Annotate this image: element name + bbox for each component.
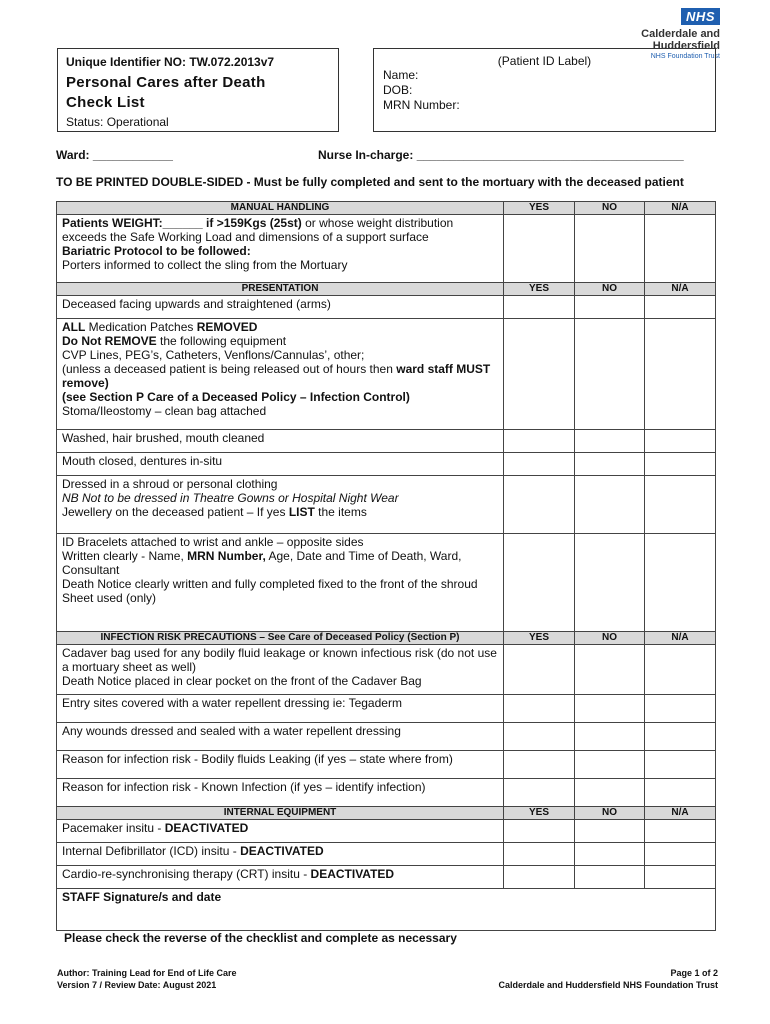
no-cell[interactable] [575, 820, 645, 843]
weight-text: or whose weight distribution exceeds the Safe Working Load and dimensions of a support surface [62, 216, 454, 244]
na-column-header: N/A [645, 632, 716, 645]
na-cell[interactable] [645, 296, 716, 319]
yes-column-header: YES [504, 283, 575, 296]
document-header-box [57, 48, 339, 132]
row-weight [57, 215, 504, 283]
document-title [66, 73, 338, 113]
trust-subtitle: NHS Foundation Trust [650, 53, 720, 60]
yes-cell[interactable] [504, 866, 575, 889]
yes-cell[interactable] [504, 779, 575, 807]
patient-dob-field[interactable]: DOB: [383, 83, 413, 97]
no-cell[interactable] [575, 430, 645, 453]
patient-label-heading: (Patient ID Label) [497, 54, 592, 68]
section-internal-equipment: INTERNAL EQUIPMENT [57, 807, 504, 820]
row-reason-infection: Reason for infection risk - Known Infection (if yes – identify infection) [57, 779, 504, 807]
footer-version: Version 7 / Review Date: August 2021 [57, 980, 217, 990]
na-cell[interactable] [645, 866, 716, 889]
section-header-row [57, 807, 716, 820]
checklist-table [56, 201, 716, 931]
jewellery-list: LIST [288, 505, 315, 519]
yes-cell[interactable] [504, 645, 575, 695]
section-header-row [57, 632, 716, 645]
no-cell[interactable] [575, 319, 645, 430]
no-column-header: NO [575, 202, 645, 215]
table-row [57, 453, 716, 476]
table-row [57, 319, 716, 430]
table-row [57, 645, 716, 695]
yes-cell[interactable] [504, 319, 575, 430]
trust-name: Calderdale and Huddersfield [641, 28, 720, 52]
na-column-header: N/A [645, 807, 716, 820]
unique-identifier: Unique Identifier NO: TW.072.2013v7 [66, 55, 275, 69]
table-row [57, 534, 716, 632]
na-cell[interactable] [645, 751, 716, 779]
yes-cell[interactable] [504, 215, 575, 283]
nurse-in-charge-field[interactable]: Nurse In-charge: ________________________________________ [318, 148, 684, 162]
yes-cell[interactable] [504, 723, 575, 751]
jewellery-items: the items [314, 505, 367, 519]
porters-text: Porters informed to collect the sling from the Mortuary [62, 258, 348, 272]
yes-cell[interactable] [504, 453, 575, 476]
footer-author: Author: Training Lead for End of Life Care [57, 968, 237, 978]
no-cell[interactable] [575, 645, 645, 695]
crt-deactivated: DEACTIVATED [310, 867, 395, 881]
no-cell[interactable] [575, 843, 645, 866]
table-row [57, 215, 716, 283]
icd-deactivated: DEACTIVATED [240, 844, 324, 858]
section-infection-risk: INFECTION RISK PRECAUTIONS – See Care of Deceased Policy (Section P) [57, 632, 504, 645]
following-equipment: the following equipment [156, 334, 287, 348]
cadaver-text: Cadaver bag used for any bodily fluid leakage or known infectious risk (do not use a mortuary sheet as well) [62, 646, 497, 674]
table-row [57, 695, 716, 723]
table-row [57, 296, 716, 319]
table-row [57, 843, 716, 866]
no-cell[interactable] [575, 779, 645, 807]
table-row [57, 866, 716, 889]
crt-text: Cardio-re-synchronising therapy (CRT) insitu - [62, 867, 311, 881]
table-row [57, 779, 716, 807]
yes-column-header: YES [504, 632, 575, 645]
icd-text: Internal Defibrillator (ICD) insitu - [62, 844, 241, 858]
weight-label: Patients WEIGHT:______ if >159Kgs (25st) [62, 216, 302, 230]
yes-cell[interactable] [504, 534, 575, 632]
row-entry-sites: Entry sites covered with a water repellent dressing ie: Tegaderm [57, 695, 504, 723]
row-cadaver-bag [57, 645, 504, 695]
row-medication [57, 319, 504, 430]
na-cell[interactable] [645, 779, 716, 807]
section-manual-handling: MANUAL HANDLING [57, 202, 504, 215]
row-mouth: Mouth closed, dentures in-situ [57, 453, 504, 476]
staff-signature-field[interactable]: STAFF Signature/s and date [57, 889, 716, 931]
row-icd [57, 843, 504, 866]
yes-column-header: YES [504, 202, 575, 215]
med-removed: REMOVED [196, 320, 258, 334]
dressed-text: Dressed in a shroud or personal clothing [62, 477, 278, 491]
row-crt [57, 866, 504, 889]
mrn-number: MRN Number, [187, 549, 266, 563]
na-cell[interactable] [645, 319, 716, 430]
ward-field[interactable]: Ward: ____________ [56, 148, 173, 162]
sheet-used: Sheet used (only) [62, 591, 157, 605]
footer-page: Page 1 of 2 [670, 968, 718, 978]
dressed-note: NB Not to be dressed in Theatre Gowns or Hospital Night Wear [62, 491, 399, 505]
yes-cell[interactable] [504, 843, 575, 866]
row-dressed [57, 476, 504, 534]
na-cell[interactable] [645, 843, 716, 866]
no-cell[interactable] [575, 476, 645, 534]
row-reason-fluids: Reason for infection risk - Bodily fluids Leaking (if yes – state where from) [57, 751, 504, 779]
ward-staff-must-remove: ward staff MUST remove) [62, 362, 491, 390]
title-line-1: Personal Cares after Death [66, 74, 266, 91]
patient-label-box [373, 48, 716, 132]
row-wounds: Any wounds dressed and sealed with a water repellent dressing [57, 723, 504, 751]
yes-cell[interactable] [504, 430, 575, 453]
yes-cell[interactable] [504, 820, 575, 843]
row-facing: Deceased facing upwards and straightened (arms) [57, 296, 504, 319]
section-p-reference: (see Section P Care of a Deceased Policy – Infection Control) [62, 390, 410, 404]
table-row [57, 820, 716, 843]
na-column-header: N/A [645, 283, 716, 296]
section-presentation: PRESENTATION [57, 283, 504, 296]
document-status: Status: Operational [66, 115, 169, 129]
na-cell[interactable] [645, 723, 716, 751]
section-header-row [57, 202, 716, 215]
footer-left [57, 967, 237, 991]
na-cell[interactable] [645, 453, 716, 476]
na-cell[interactable] [645, 430, 716, 453]
no-cell[interactable] [575, 534, 645, 632]
section-header-row [57, 283, 716, 296]
yes-cell[interactable] [504, 296, 575, 319]
written-details: Age, Date and Time of Death, Ward, Consultant [62, 549, 462, 577]
stoma-text: Stoma/Ileostomy – clean bag attached [62, 404, 267, 418]
footer-trust: Calderdale and Huddersfield NHS Foundation Trust [498, 980, 718, 990]
footer-right [420, 967, 718, 991]
yes-column-header: YES [504, 807, 575, 820]
patient-name-field[interactable]: Name: [383, 68, 419, 82]
no-cell[interactable] [575, 866, 645, 889]
patient-mrn-field[interactable]: MRN Number: [383, 98, 460, 112]
bracelets-text: ID Bracelets attached to wrist and ankle – opposite sides [62, 535, 364, 549]
table-row [57, 751, 716, 779]
pacemaker-text: Pacemaker insitu - [62, 821, 165, 835]
no-cell[interactable] [575, 695, 645, 723]
jewellery-text: Jewellery on the deceased patient – If yes [62, 505, 289, 519]
death-notice-text: Death Notice clearly written and fully completed fixed to the front of the shroud [62, 577, 478, 591]
no-column-header: NO [575, 283, 645, 296]
med-all: ALL [62, 320, 86, 334]
table-row [57, 476, 716, 534]
equipment-list: CVP Lines, PEG’s, Catheters, Venflons/Cannulas’, other; [62, 348, 365, 362]
table-row [57, 723, 716, 751]
no-cell[interactable] [575, 723, 645, 751]
yes-cell[interactable] [504, 695, 575, 723]
na-cell[interactable] [645, 695, 716, 723]
na-cell[interactable] [645, 534, 716, 632]
pacemaker-deactivated: DEACTIVATED [164, 821, 249, 835]
table-row [57, 889, 716, 931]
na-cell[interactable] [645, 215, 716, 283]
do-not-remove: Do Not REMOVE [62, 334, 157, 348]
nhs-badge: NHS [681, 8, 720, 25]
row-id-bracelets [57, 534, 504, 632]
no-cell[interactable] [575, 215, 645, 283]
death-notice-pocket: Death Notice placed in clear pocket on the front of the Cadaver Bag [62, 674, 422, 688]
title-line-2: Check List [66, 94, 145, 111]
table-row [57, 430, 716, 453]
na-column-header: N/A [645, 202, 716, 215]
instruction-text: TO BE PRINTED DOUBLE-SIDED - Must be fully completed and sent to the mortuary with the deceased patient [56, 175, 684, 189]
no-column-header: NO [575, 807, 645, 820]
no-cell[interactable] [575, 453, 645, 476]
na-cell[interactable] [645, 820, 716, 843]
med-patches: Medication Patches [85, 320, 197, 334]
na-cell[interactable] [645, 645, 716, 695]
row-pacemaker [57, 820, 504, 843]
no-cell[interactable] [575, 296, 645, 319]
no-column-header: NO [575, 632, 645, 645]
no-cell[interactable] [575, 751, 645, 779]
written-clearly: Written clearly - Name, [62, 549, 188, 563]
bariatric-label: Bariatric Protocol to be followed: [62, 244, 251, 258]
yes-cell[interactable] [504, 751, 575, 779]
row-washed: Washed, hair brushed, mouth cleaned [57, 430, 504, 453]
na-cell[interactable] [645, 476, 716, 534]
out-of-hours-note: (unless a deceased patient is being released out of hours then [62, 362, 397, 376]
reverse-note: Please check the reverse of the checklist and complete as necessary [64, 931, 457, 945]
yes-cell[interactable] [504, 476, 575, 534]
